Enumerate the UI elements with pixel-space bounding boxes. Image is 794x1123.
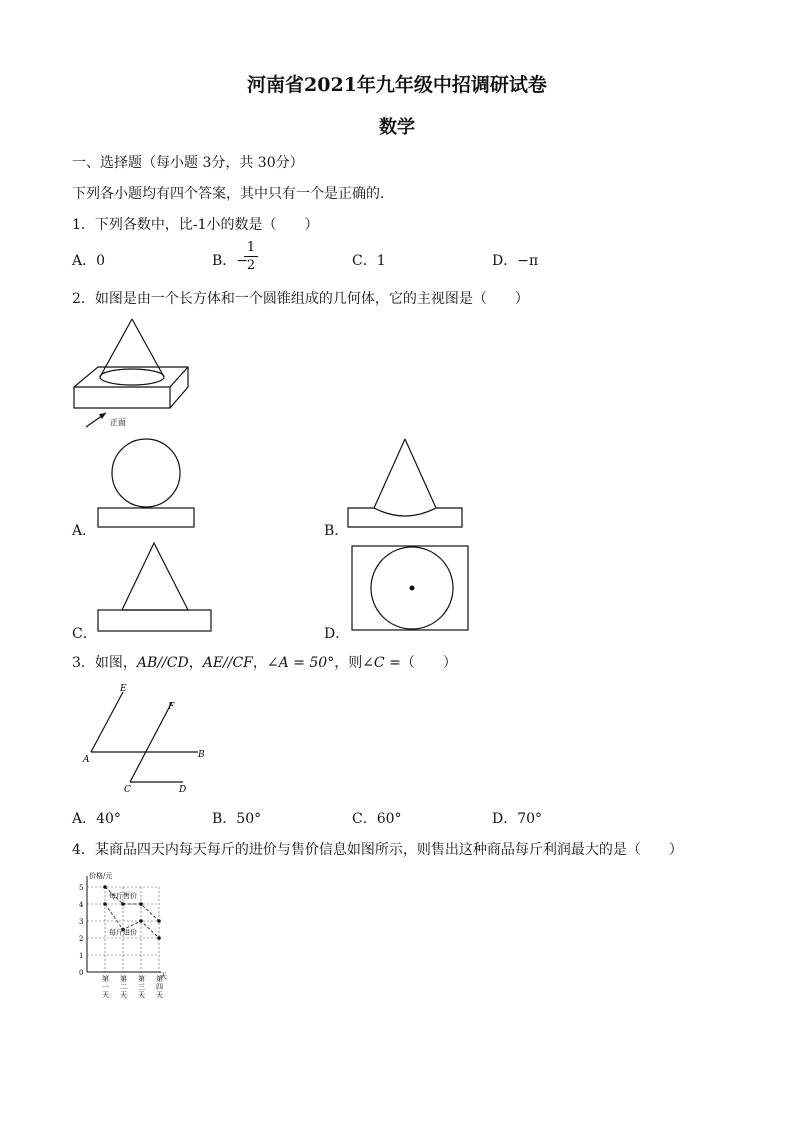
x-tick-label: 三 [138, 983, 145, 991]
x-tick-label: 天 [138, 991, 145, 999]
rectangle-shape [98, 610, 211, 631]
line-cf [130, 702, 172, 782]
data-point [103, 885, 107, 889]
point-label-b: B [198, 750, 205, 760]
q2-option-d-figure [350, 544, 472, 634]
x-tick-label: 第 [138, 975, 145, 983]
series-label: 每斤进价 [109, 928, 137, 937]
point-label-d: D [179, 785, 187, 795]
y-tick-label: 1 [79, 952, 84, 960]
data-point [121, 902, 125, 906]
q1-option-a: A．0 [72, 253, 106, 269]
q2-option-a-figure [96, 436, 200, 532]
x-tick-label: 天 [156, 991, 163, 999]
x-tick-label: 第 [156, 975, 163, 983]
triangle-right-edge [405, 439, 436, 508]
fraction-denominator: 2 [246, 258, 256, 273]
section-heading: 一、选择题（每小题 3分，共 30分） [72, 155, 304, 171]
q2-option-b-figure [346, 436, 466, 532]
q2-option-d-label: D． [324, 626, 350, 642]
q4-price-chart [74, 870, 184, 1000]
data-point [139, 902, 143, 906]
q3-option-a: A．40° [72, 811, 121, 827]
fraction-bar [244, 256, 258, 257]
y-tick-label: 4 [79, 901, 84, 909]
data-point [139, 919, 143, 923]
cone-left-edge [100, 319, 132, 377]
q3-separator: ， [252, 655, 267, 671]
cone-right-edge [132, 319, 164, 377]
q3-stem [72, 652, 457, 672]
circle-shape [112, 439, 180, 507]
section-instruction: 下列各小题均有四个答案，其中只有一个是正确的. [72, 186, 385, 202]
rectangle-shape [98, 508, 194, 527]
y-tick-label: 0 [79, 969, 84, 977]
x-tick-label: 第 [120, 975, 127, 983]
x-tick-label: 四 [156, 983, 163, 991]
series-label: 每斤售价 [109, 892, 137, 901]
q2-option-a-label: A． [72, 523, 97, 539]
q2-option-b-label: B． [324, 523, 349, 539]
x-axis-title: 天 [160, 972, 167, 980]
x-tick-label: 二 [120, 983, 127, 991]
center-dot [410, 586, 415, 591]
triangle-shape [122, 543, 188, 610]
front-label: 正面 [110, 418, 126, 427]
point-label-c: C [124, 785, 131, 795]
rectangle-shape [348, 508, 462, 527]
fraction-numerator: 1 [246, 240, 256, 255]
q1-option-d: D．−π [492, 253, 539, 269]
data-point [157, 919, 161, 923]
q4-stem: 4．某商品四天内每天每斤的进价与售价信息如图所示，则售出这种商品每斤利润最大的是（ ） [72, 842, 683, 858]
q3-option-d: D．70° [492, 811, 543, 827]
x-tick-label: 第 [102, 975, 109, 983]
q3-stem-prefix: 3．如图， [72, 655, 137, 671]
x-tick-label: 天 [120, 991, 127, 999]
q1-option-c: C．1 [352, 253, 386, 269]
subject-title: 数学 [379, 117, 415, 138]
cuboid-edge-right [170, 367, 188, 387]
point-label-e: E [120, 684, 127, 694]
q3-ask-angle-c: ∠C = [362, 655, 401, 671]
q3-option-c: C．60° [352, 811, 402, 827]
y-tick-label: 3 [79, 918, 84, 926]
q3-condition-angle-a: ∠A = 50° [266, 655, 335, 671]
line-ae [91, 692, 123, 752]
point-label-f: F [168, 702, 175, 712]
q2-stem: 2．如图是由一个长方体和一个圆锥组成的几何体，它的主视图是（ ） [72, 291, 529, 307]
q3-stem-mid: ，则 [334, 655, 363, 671]
y-tick-label: 2 [79, 935, 84, 943]
data-point [157, 936, 161, 940]
y-tick-label: 5 [79, 884, 84, 892]
q3-condition-ae-cf: AE//CF [202, 655, 253, 671]
q3-stem-end: （ ） [400, 655, 457, 671]
front-arrowhead [99, 413, 106, 419]
q2-option-c-label: C． [72, 626, 97, 642]
triangle-left-edge [374, 439, 405, 508]
point-label-a: A [83, 755, 90, 765]
q3-option-b: B．50° [212, 811, 262, 827]
y-axis-title: 价格/元 [89, 872, 113, 880]
x-tick-label: 天 [102, 991, 109, 999]
q1-stem: 1．下列各数中，比-1小的数是（ ） [72, 217, 319, 233]
q3-condition-ab-cd: AB//CD [136, 655, 189, 671]
q2-option-c-figure [96, 540, 216, 636]
q3-parallel-lines-figure [80, 682, 220, 797]
arc-base [374, 508, 436, 516]
data-point [103, 902, 107, 906]
q1-option-b-prefix: B．− [212, 253, 249, 269]
x-tick-label: 一 [102, 983, 109, 991]
q3-separator: ， [188, 655, 203, 671]
q2-solid-figure [70, 315, 200, 430]
page-title: 河南省2021年九年级中招调研试卷 [247, 74, 547, 96]
q1-option-b-fraction [244, 240, 258, 273]
